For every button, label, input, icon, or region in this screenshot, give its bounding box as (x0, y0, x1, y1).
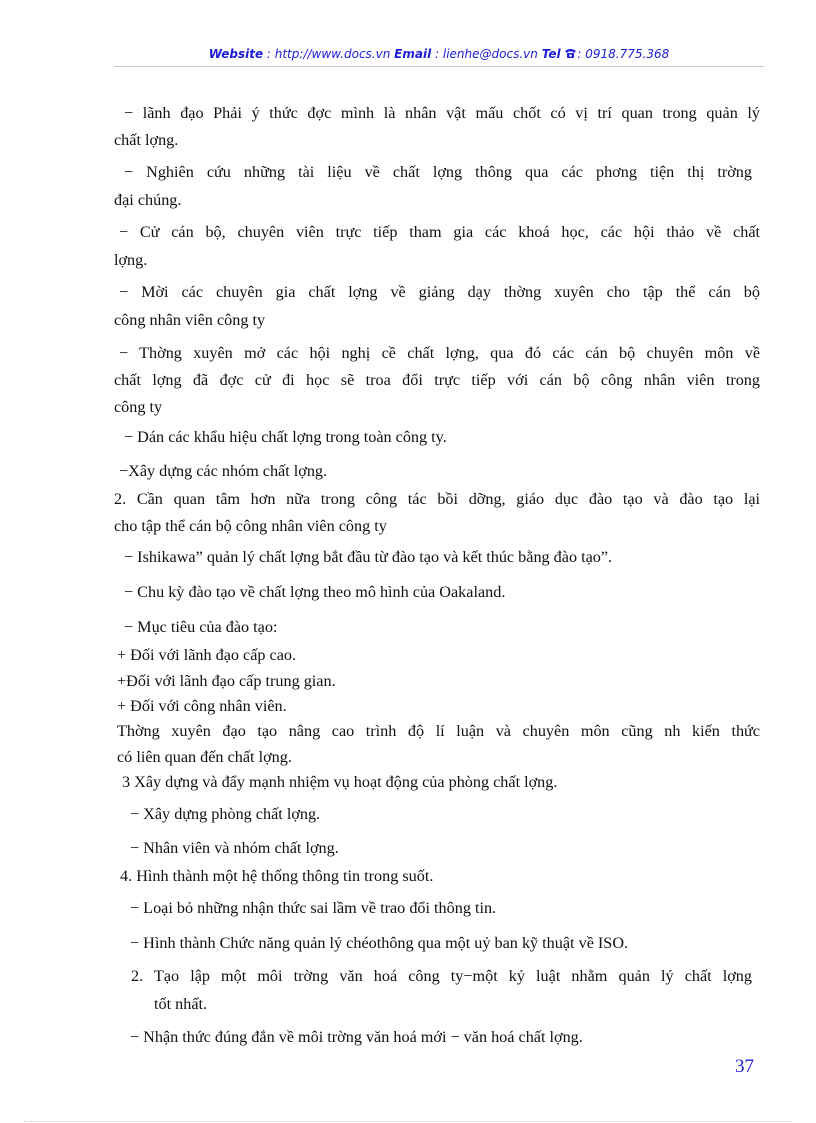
text-line: − Nhân viên và nhóm chất lợng. (130, 839, 339, 857)
text-line: công nhân viên công ty (114, 311, 266, 329)
text-line: − Ishikawa” quản lý chất lợng bắt đầu từ đào tạo và kết thúc bằng đào tạo”. (124, 548, 613, 566)
tel-separator: : (577, 47, 586, 61)
text-line: lợng. (114, 251, 148, 269)
text-line: 4. Hình thành một hệ thống thông tin trong suốt. (120, 867, 434, 885)
text-line: chất lợng. (114, 131, 179, 149)
text-line: − Chu kỳ đào tạo về chất lợng theo mô hình của Oakaland. (124, 583, 506, 601)
text-line: − Hình thành Chức năng quản lý chéothông qua một uỷ ban kỹ thuật về ISO. (130, 934, 629, 952)
text-line: có liên quan đến chất lợng. (117, 748, 292, 766)
tel-number: 0918.775.368 (585, 47, 670, 61)
text-line: − lãnh đạo Phải ý thức đợc mình là nhân vật mấu chốt có vị trí quan trong quản lý (124, 104, 760, 122)
website-url[interactable]: http://www.docs.vn (274, 47, 391, 61)
telephone-icon (564, 47, 577, 61)
text-line: Thờng xuyên đạo tạo nâng cao trình độ lí luận và chuyên môn cũng nh kiến thức (117, 722, 760, 740)
email-separator: : (431, 47, 443, 61)
text-line: chất lợng đã đợc cử đi học sẽ troa đổi trực tiếp với cán bộ công nhân viên trong (114, 371, 760, 389)
text-line: − Nhận thức đúng đắn về môi trờng văn hoá mới − văn hoá chất lợng. (130, 1028, 583, 1046)
email-label: Email (394, 47, 432, 61)
text-line: − Cử cán bộ, chuyên viên trực tiếp tham gia các khoá học, các hội thảo về chất (119, 223, 760, 241)
text-line: đại chúng. (114, 191, 182, 209)
text-line: + Đối với công nhân viên. (117, 697, 287, 715)
footer-divider (24, 1121, 792, 1122)
text-line: 2. Cần quan tâm hơn nữa trong công tác bồi dỡng, giáo dục đào tạo và đào tạo lại (114, 490, 760, 508)
text-line: − Xây dựng phòng chất lợng. (130, 805, 321, 823)
text-line: 3 Xây dựng và đẩy mạnh nhiệm vụ hoạt động của phòng chất lợng. (122, 773, 558, 791)
tel-label: Tel (541, 47, 561, 61)
website-label: Website (208, 47, 264, 61)
website-separator: : (263, 47, 275, 61)
text-line: −Xây dựng các nhóm chất lợng. (119, 462, 328, 480)
text-line: cho tập thể cán bộ công nhân viên công ty (114, 517, 387, 535)
text-line: − Loại bỏ những nhận thức sai lầm về trao đổi thông tin. (130, 899, 497, 917)
text-line: − Nghiên cứu những tài liệu về chất lợng thông qua các phơng tiện thị trờng (124, 163, 752, 181)
header-divider (114, 66, 764, 67)
page-header (114, 47, 764, 61)
email-address[interactable]: lienhe@docs.vn (442, 47, 538, 61)
text-line: − Dán các khẩu hiệu chất lợng trong toàn công ty. (124, 428, 447, 446)
text-line: tốt nhất. (154, 995, 208, 1013)
text-line: + Đối với lãnh đạo cấp cao. (117, 646, 297, 664)
text-line: công ty (114, 398, 163, 416)
page-number: 37 (735, 1056, 754, 1077)
text-line: 2. Tạo lập một môi trờng văn hoá công ty−một kỷ luật nhằm quản lý chất lợng (131, 967, 752, 985)
text-line: − Mục tiêu của đào tạo: (124, 618, 278, 636)
text-line: +Đối với lãnh đạo cấp trung gian. (117, 672, 336, 690)
text-line: − Thờng xuyên mở các hội nghị cề chất lợng, qua đó các cán bộ chuyên môn về (119, 344, 760, 362)
text-line: − Mời các chuyên gia chất lợng về giảng dạy thờng xuyên cho tập thể cán bộ (119, 283, 760, 301)
